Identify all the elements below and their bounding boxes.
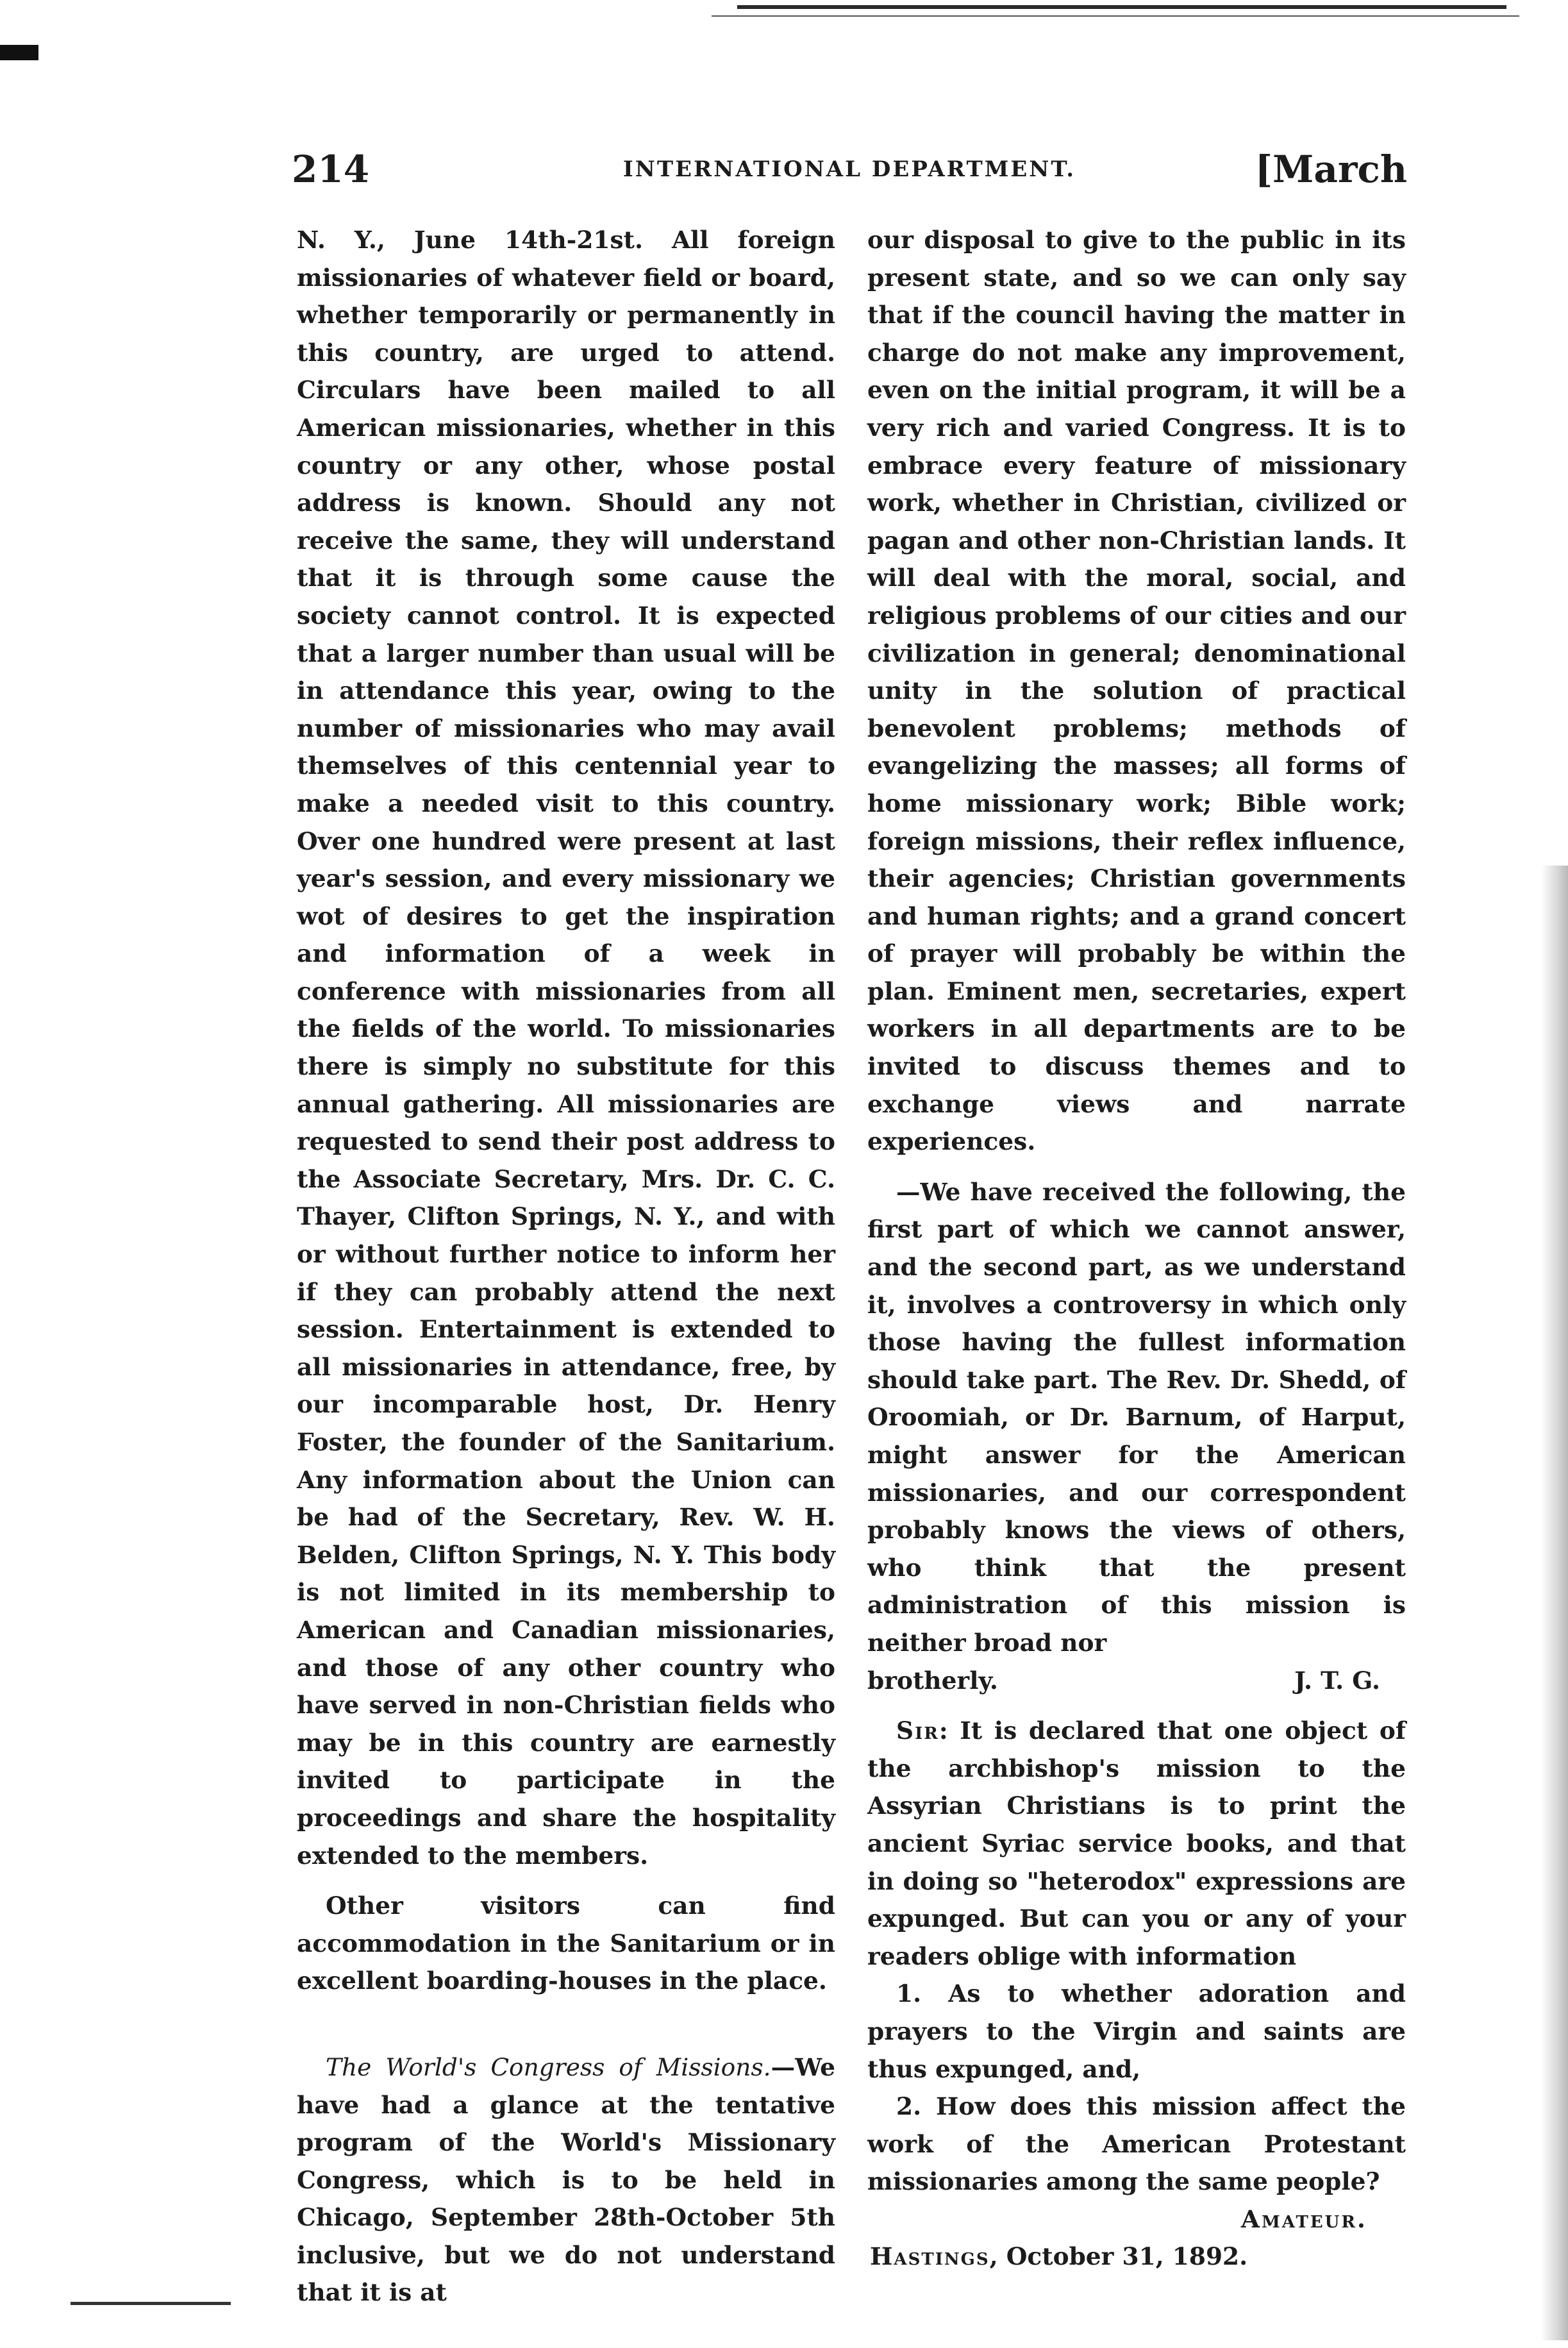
editor-initials: J. T. G. [1294, 1666, 1380, 1695]
letter-salutation: Sir [896, 1716, 939, 1745]
congress-text: —We have had a glance at the tentative program of the World's Missionary Congress, which is to be held in Chicago, September 28th-October 5th inclusive, but we do not understand that it is at [297, 2052, 835, 2307]
question-one: 1. As to whether adoration and prayers to the Virgin and saints are thus expunged, and, [867, 1979, 1406, 2083]
congress-title: The World's Congress of Missions. [326, 2052, 771, 2081]
editorial-signoff [867, 1662, 1406, 1700]
dateline-date: , October 31, 1892. [989, 2242, 1248, 2271]
running-head: INTERNATIONAL DEPARTMENT. [622, 156, 1076, 182]
editorial-last-word: brotherly. [867, 1666, 998, 1695]
right-column [867, 221, 1406, 2276]
page-edge-shadow [1541, 866, 1568, 2340]
letter-paragraph [867, 1712, 1406, 1975]
letter-body: : It is declared that one object of the archbishop's mission to the Assyrian Christians is to print the ancient Syriac service books, and that in doing so "heterodox" expressions are expunged. But can you or any of your readers oblige with information [867, 1716, 1406, 1970]
page-header [292, 142, 1407, 206]
running-month: [March [1255, 147, 1407, 191]
union-paragraph: N. Y., June 14th-21st. All foreign missionaries of whatever field or board, whether temporarily or permanently in this country, are urged to attend. Circulars have been mailed to all American missionaries, whether in this country or any other, whose postal address is known. Should any not receive the same, they will understand that it is through some cause the society cannot control. It is expected that a larger number than usual will be in attendance this year, owing to the number of missionaries who may avail themselves of this centennial year to make a needed visit to this country. Over one hundred were present at last year's session, and every missionary we wot of desires to get the inspiration and information of a week in conference with missionaries from all the fields of the world. To missionaries there is simply no substitute for this annual gathering. All missionaries are requested to send their post address to the Associate Secretary, Mrs. Dr. C. C. Thayer, Clifton Springs, N. Y., and with or without further notice to inform her if they can probably attend the next session. Entertainment is extended to all missionaries in attendance, free, by our incomparable host, Dr. Henry Foster, the founder of the Sanitarium. Any information about the Union can be had of the Secretary, Rev. W. H. Belden, Clifton Springs, N. Y. This body is not limited in its membership to American and Canadian missionaries, and those of any other country who have served in non-Christian fields who may be in this country are earnestly invited to participate in the proceedings and share the hospitality extended to the members. [297, 226, 835, 1870]
dateline-place: Hastings [870, 2242, 990, 2271]
letter-dateline [867, 2238, 1406, 2276]
scan-edge-mark [0, 45, 38, 60]
scan-edge-mark-bottom [71, 2302, 231, 2305]
left-column [297, 221, 835, 2311]
scan-edge-line [712, 15, 1519, 17]
letter-signature: Amateur. [1240, 2204, 1367, 2233]
congress-continued-paragraph: our disposal to give to the public in its present state, and so we can only say that if the council having the matter in charge do not make any improvement, even on the initial program, it will be a very rich and varied Congress. It is to embrace every feature of missionary work, whether in Christian, civilized or pagan and other non-Christian lands. It will deal with the moral, social, and religious problems of our cities and our civilization in general; denominational unity in the solution of practical benevolent problems; methods of evangelizing the masses; all forms of home missionary work; Bible work; foreign missions, their reflex influence, their agencies; Christian governments and human rights; and a grand concert of prayer will probably be within the plan. Eminent men, secretaries, expert workers in all departments are to be invited to discuss themes and to exchange views and narrate experiences. [867, 226, 1406, 1156]
congress-paragraph [297, 2049, 835, 2311]
page-number: 214 [292, 147, 370, 191]
visitors-paragraph: Other visitors can find accommodation in the Sanitarium or in excellent boarding-houses in the place. [297, 1891, 835, 1995]
question-two: 2. How does this mission affect the work of the American Protestant missionaries among the same people? [867, 2092, 1406, 2196]
editorial-note-paragraph: —We have received the following, the first part of which we cannot answer, and the second part, as we understand it, involves a controversy in which only those having the fullest information should take part. The Rev. Dr. Shedd, of Oroomiah, or Dr. Barnum, of Harput, might answer for the American missionaries, and our correspondent probably knows the views of others, who think that the present administration of this mission is neither broad nor [867, 1177, 1406, 1657]
scan-edge-bar [737, 5, 1506, 9]
